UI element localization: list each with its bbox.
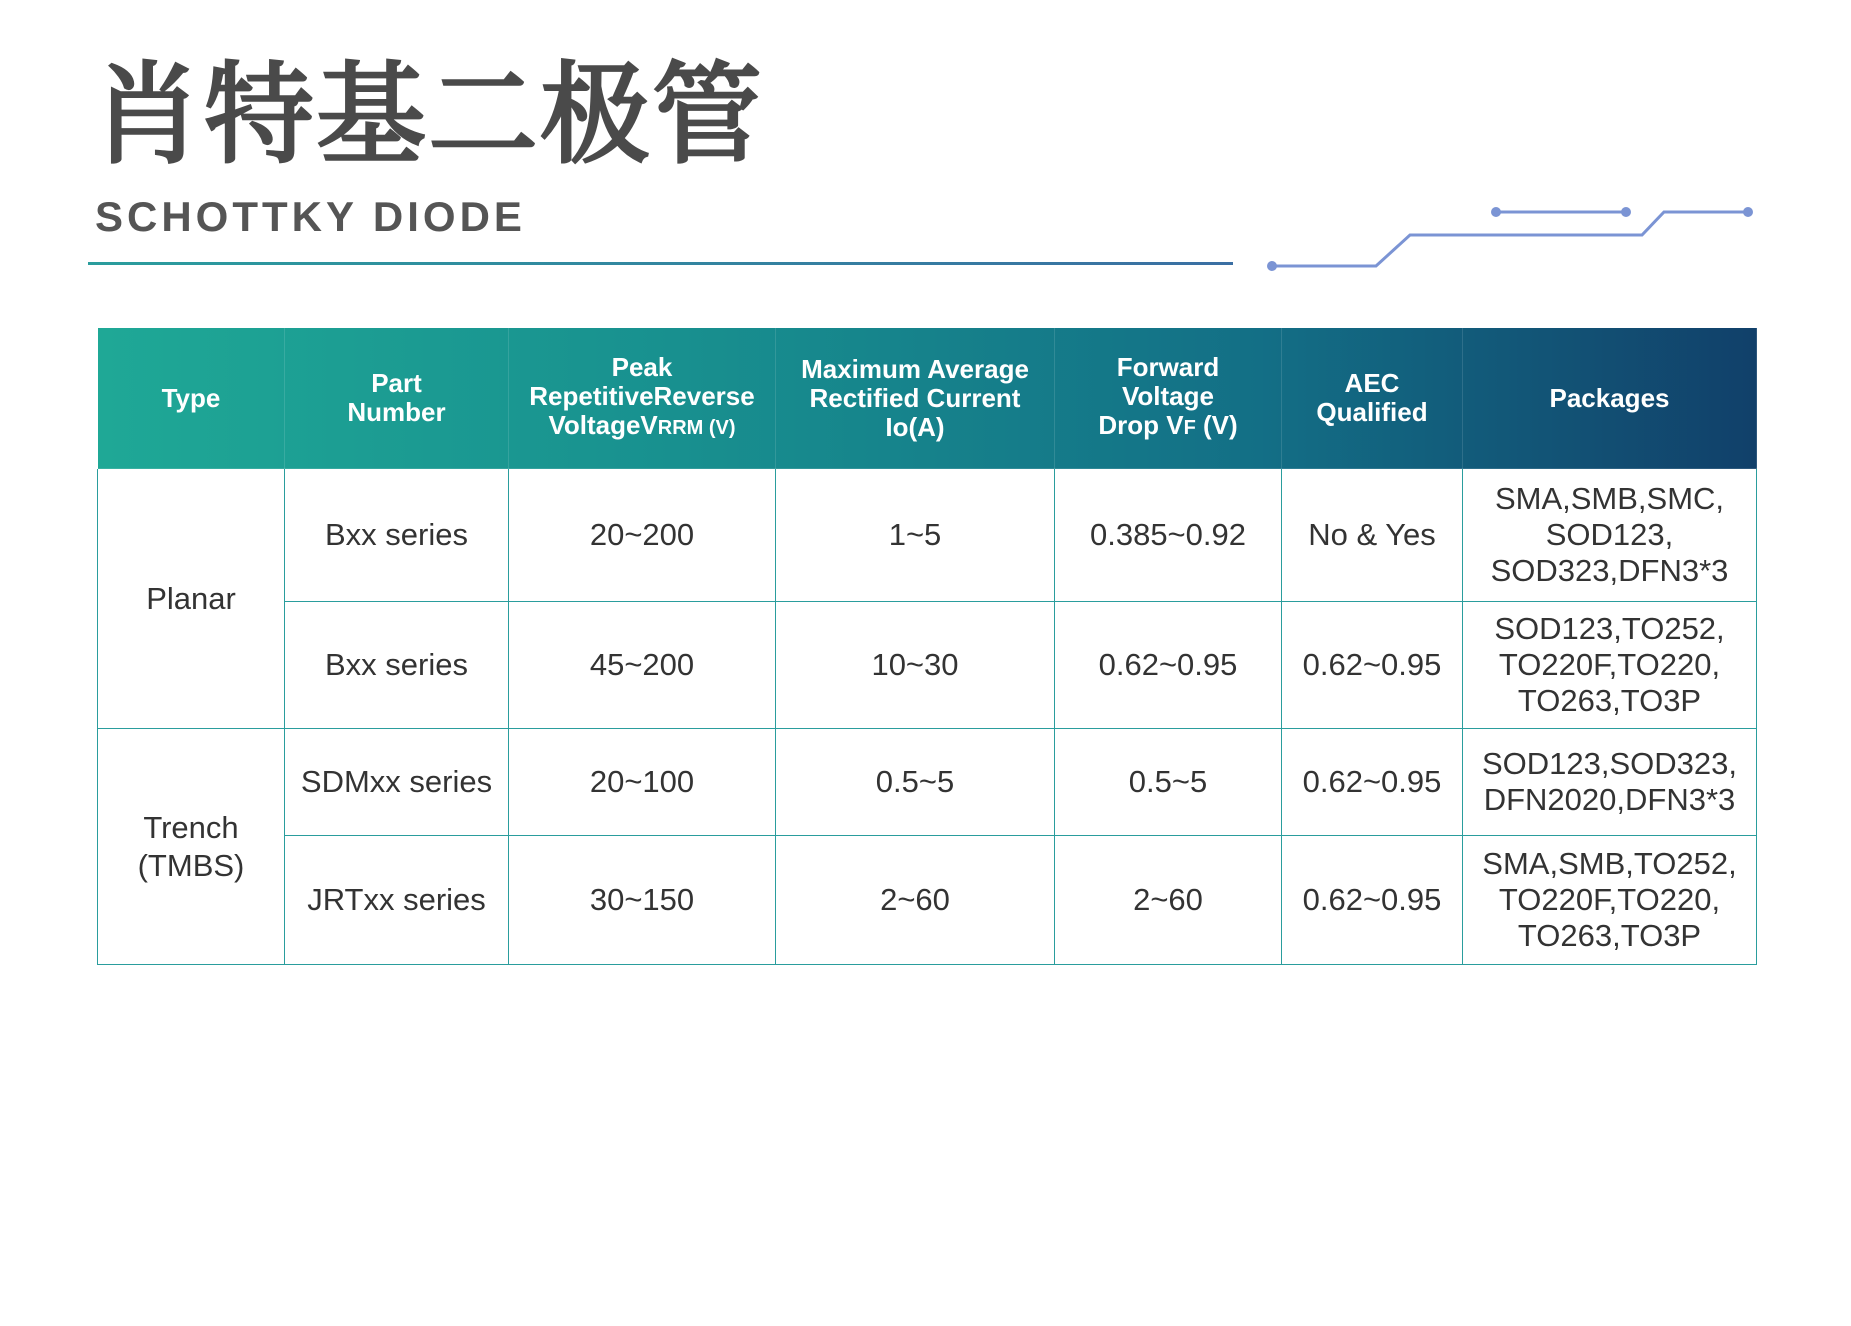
vf-cell: 0.62~0.95	[1055, 602, 1282, 729]
header-forward-voltage-unit: (V)	[1195, 410, 1238, 440]
part-number-cell: Bxx series	[285, 602, 509, 729]
packages-cell: SOD123,TO252, TO220F,TO220, TO263,TO3P	[1463, 602, 1757, 729]
header-forward-voltage	[1055, 328, 1282, 469]
type-cell: Planar	[98, 469, 285, 729]
io-cell: 10~30	[776, 602, 1055, 729]
circuit-trace-decoration	[1260, 195, 1780, 285]
page-title-english: SCHOTTKY DIODE	[95, 193, 526, 240]
header-peak-voltage-text: Peak RepetitiveReverse VoltageV	[529, 352, 755, 440]
aec-cell: 0.62~0.95	[1282, 836, 1463, 965]
header-aec-qualified	[1282, 328, 1463, 469]
header-type: Type	[98, 328, 285, 469]
header-rectified-current-text: Maximum Average Rectified Current Io(A)	[801, 353, 1029, 442]
header-peak-voltage-subscript: RRM	[657, 417, 704, 439]
header-peak-voltage-unit: (V)	[703, 417, 736, 439]
vrrm-cell: 20~200	[509, 469, 776, 602]
header-forward-voltage-subscript: F	[1183, 417, 1196, 439]
title-underline-divider	[88, 262, 1233, 265]
vf-cell: 0.385~0.92	[1055, 469, 1282, 602]
packages-cell: SMA,SMB,SMC, SOD123, SOD323,DFN3*3	[1463, 469, 1757, 602]
part-number-cell: SDMxx series	[285, 729, 509, 836]
vf-cell: 2~60	[1055, 836, 1282, 965]
header-forward-voltage-text: Forward Voltage Drop V	[1098, 352, 1220, 440]
packages-cell: SOD123,SOD323, DFN2020,DFN3*3	[1463, 729, 1757, 836]
aec-cell: 0.62~0.95	[1282, 729, 1463, 836]
vrrm-cell: 20~100	[509, 729, 776, 836]
type-cell: Trench (TMBS)	[98, 729, 285, 965]
header-aec-qualified-text: AEC Qualified	[1316, 368, 1428, 427]
page-title-chinese: 肖特基二极管	[92, 51, 764, 179]
io-cell: 0.5~5	[776, 729, 1055, 836]
aec-cell: No & Yes	[1282, 469, 1463, 602]
io-cell: 1~5	[776, 469, 1055, 602]
header-peak-voltage	[509, 328, 776, 469]
part-number-cell: Bxx series	[285, 469, 509, 602]
packages-cell: SMA,SMB,TO252, TO220F,TO220, TO263,TO3P	[1463, 836, 1757, 965]
vrrm-cell: 30~150	[509, 836, 776, 965]
header-packages: Packages	[1463, 328, 1757, 469]
table-row	[98, 729, 1757, 836]
table-header-row	[98, 328, 1757, 469]
table-row	[98, 836, 1757, 965]
header-rectified-current	[776, 328, 1055, 469]
part-number-cell: JRTxx series	[285, 836, 509, 965]
vrrm-cell: 45~200	[509, 602, 776, 729]
schottky-spec-table	[97, 327, 1757, 965]
vf-cell: 0.5~5	[1055, 729, 1282, 836]
io-cell: 2~60	[776, 836, 1055, 965]
header-part-number	[285, 328, 509, 469]
header-part-number-text: Part Number	[347, 368, 446, 427]
table-row	[98, 602, 1757, 729]
aec-cell: 0.62~0.95	[1282, 602, 1463, 729]
table-row	[98, 469, 1757, 602]
